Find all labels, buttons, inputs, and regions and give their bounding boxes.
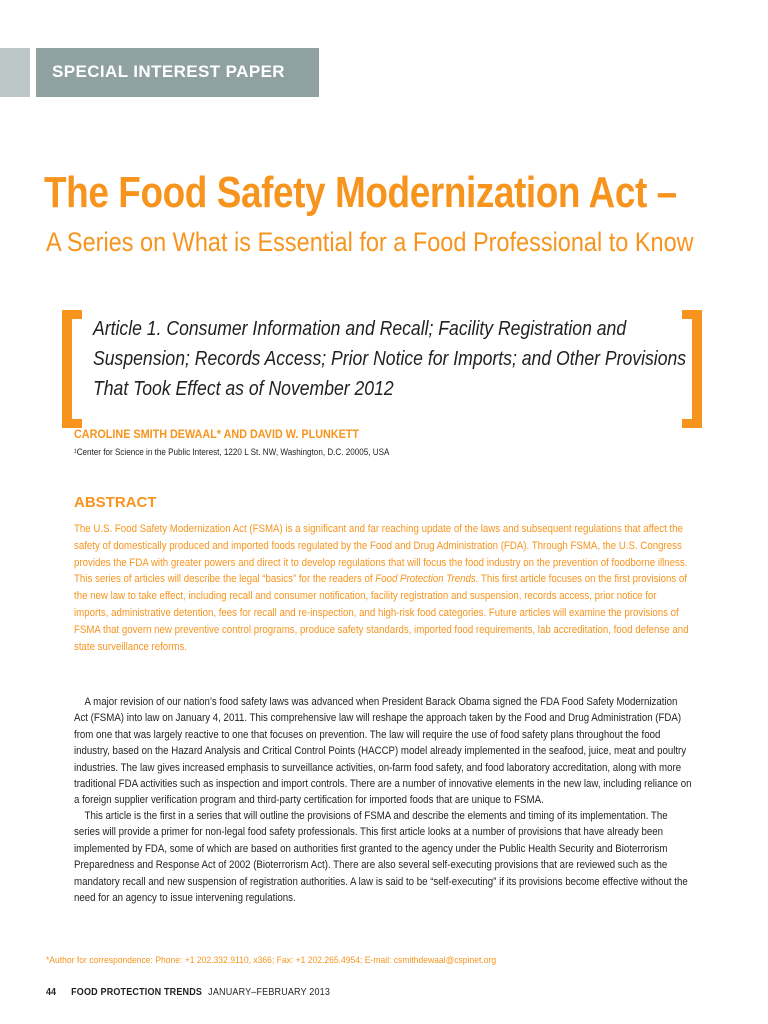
issue-date: JANUARY–FEBRUARY 2013 bbox=[208, 987, 331, 998]
section-banner-label: SPECIAL INTEREST PAPER bbox=[52, 62, 285, 81]
author-names: CAROLINE SMITH DEWAAL* AND DAVID W. PLUNKETT bbox=[74, 427, 360, 441]
abstract-heading: ABSTRACT bbox=[74, 494, 157, 511]
body-paragraph: A major revision of our nation’s food safety laws was advanced when President Barack Obama signed the FDA Food Safety Modernization Act (FSMA) into law on January 4, 2011. This comprehensive law will reshape the approach taken by the Food and Drug Administration (FDA) from one that was largely reactive to one that focuses on prevention. The law will require the use of food safety plans throughout the food industry, based on the Hazard Analysis and Critical Control Points (HACCP) model already implemented in the seafood, juice, meat and poultry industries. The law gives increased emphasis to surveillance activities, on-farm food safety, and food laboratory accreditation, along with more traditional FDA activities such as inspection and import controls. There are a number of innovative elements in the new law, including reliance on a foreign supplier verification program and third-party certification for imported foods that are unique to FSMA. bbox=[74, 696, 692, 807]
left-bracket-decoration bbox=[62, 310, 82, 428]
journal-title-italic: Food Protection Trends. bbox=[375, 573, 479, 586]
page-number: 44 bbox=[46, 987, 57, 998]
abstract-text-start: The U.S. Food Safety Modernization Act (FSMA) is a significant and far reaching update of the laws and subsequent regulations that affect the safety of domestically produced and imported foods regulated by the Food and Drug Administration (FDA). Through FSMA, the U.S. Congress provides the FDA with greater powers and direct it to develop regulations that will focus the food industry on the prevention of foodborne illness. This series of articles will describe the legal “basics” for the readers of bbox=[74, 523, 688, 586]
article-subtitle: A Series on What is Essential for a Food Professional to Know bbox=[46, 227, 694, 257]
author-affiliation: ¹Center for Science in the Public Interest, 1220 L St. NW, Washington, D.C. 20005, USA bbox=[74, 447, 390, 457]
banner-tab-decoration bbox=[0, 48, 30, 97]
section-banner bbox=[36, 48, 319, 97]
correspondence-footnote: *Author for correspondence: Phone: +1 202.332.9110, x366; Fax: +1 202.265.4954; E-mail: csmithdewaal@cspinet.org bbox=[46, 955, 497, 966]
article-heading-line: That Took Effect as of November 2012 bbox=[93, 378, 394, 400]
abstract-text bbox=[74, 521, 690, 655]
article-heading-line: Article 1. Consumer Information and Recall; Facility Registration and bbox=[93, 318, 627, 340]
page-footer bbox=[46, 987, 362, 998]
article-title: The Food Safety Modernization Act – bbox=[44, 168, 677, 217]
journal-name: FOOD PROTECTION TRENDS bbox=[71, 987, 203, 998]
abstract-text-end: This first article focuses on the first provisions of the new law to take effect, including recall and consumer notification, facility registration and suspension, records access, prior notice for imports, administrative detention, fees for recall and re-inspection, and high-risk food categories. Future articles will examine the provisions of FSMA that govern new preventive control programs, produce safety standards, imported food requirements, lab accreditation, food defense and state surveillance reforms. bbox=[74, 573, 689, 653]
article-heading-line: Suspension; Records Access; Prior Notice for Imports; and Other Provisions bbox=[93, 348, 687, 370]
body-paragraph: This article is the first in a series that will outline the provisions of FSMA and describe the elements and timing of its implementation. The series will provide a primer for non-legal food safety professionals. This first article looks at a number of provisions that have already been implemented by FDA, some of which are based on authorities first granted to the agency under the Public Health Security and Bioterrorism Preparedness and Response Act of 2002 (Bioterrorism Act). There are also several self-executing provisions that are reviewed such as the mandatory recall and new suspension of registration authorities. A law is said to be “self-executing” if its provisions become effective without the need for an agency to issue intervening regulations. bbox=[74, 810, 688, 905]
